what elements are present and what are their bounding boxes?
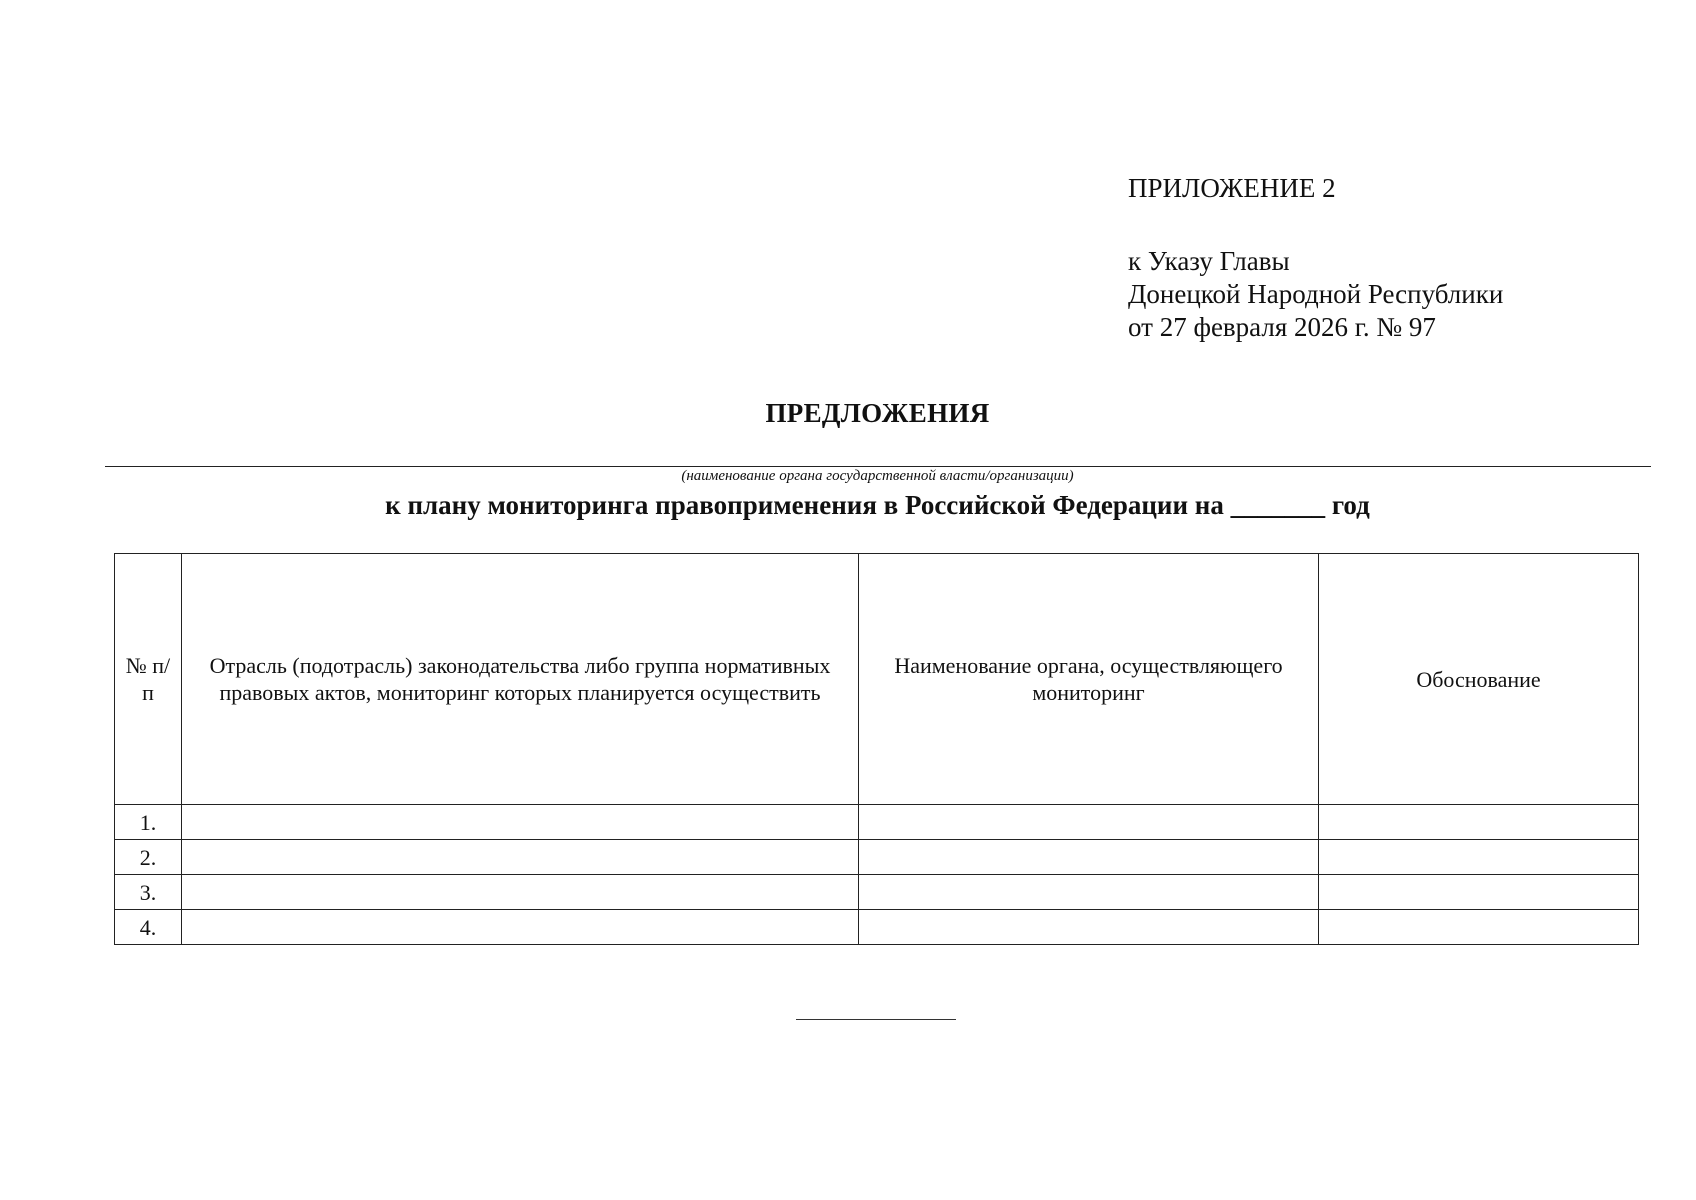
cell-monitoring-organ[interactable]	[859, 805, 1319, 840]
table-row	[115, 875, 1639, 910]
cell-legislation-branch[interactable]	[182, 875, 859, 910]
cell-legislation-branch[interactable]	[182, 805, 859, 840]
appendix-ref-line: Донецкой Народной Республики	[1128, 279, 1504, 309]
organization-caption: (наименование органа государственной власти/организации)	[681, 468, 1074, 484]
proposals-table	[114, 553, 1639, 945]
header-justification: Обоснование	[1319, 554, 1639, 805]
row-number: 3.	[115, 875, 182, 910]
appendix-title: ПРИЛОЖЕНИЕ 2	[1128, 173, 1336, 203]
document-title: ПРЕДЛОЖЕНИЯ	[765, 398, 990, 428]
row-number: 4.	[115, 910, 182, 945]
header-number: № п/п	[115, 554, 182, 805]
cell-justification[interactable]	[1319, 875, 1639, 910]
header-monitoring-organ: Наименование органа, осуществляющего мониторинг	[859, 554, 1319, 805]
header-legislation-branch: Отрасль (подотрасль) законодательства либо группа нормативных правовых актов, мониторинг которых планируется осуществить	[182, 554, 859, 805]
row-number: 2.	[115, 840, 182, 875]
table-row	[115, 805, 1639, 840]
proposals-table-wrapper	[114, 553, 1639, 945]
appendix-block	[1128, 172, 1503, 344]
cell-justification[interactable]	[1319, 805, 1639, 840]
appendix-ref-line: к Указу Главы	[1128, 246, 1290, 276]
cell-legislation-branch[interactable]	[182, 910, 859, 945]
cell-monitoring-organ[interactable]	[859, 840, 1319, 875]
cell-monitoring-organ[interactable]	[859, 875, 1319, 910]
table-row	[115, 840, 1639, 875]
document-subtitle: к плану мониторинга правоприменения в Российской Федерации на _______ год	[385, 490, 1370, 520]
organization-name-line	[105, 466, 1651, 467]
table-row	[115, 910, 1639, 945]
cell-legislation-branch[interactable]	[182, 840, 859, 875]
table-header-row	[115, 554, 1639, 805]
end-of-document-rule	[796, 1019, 956, 1020]
appendix-reference	[1128, 245, 1503, 344]
appendix-ref-line: от 27 февраля 2026 г. № 97	[1128, 312, 1436, 342]
cell-justification[interactable]	[1319, 840, 1639, 875]
cell-justification[interactable]	[1319, 910, 1639, 945]
row-number: 1.	[115, 805, 182, 840]
cell-monitoring-organ[interactable]	[859, 910, 1319, 945]
